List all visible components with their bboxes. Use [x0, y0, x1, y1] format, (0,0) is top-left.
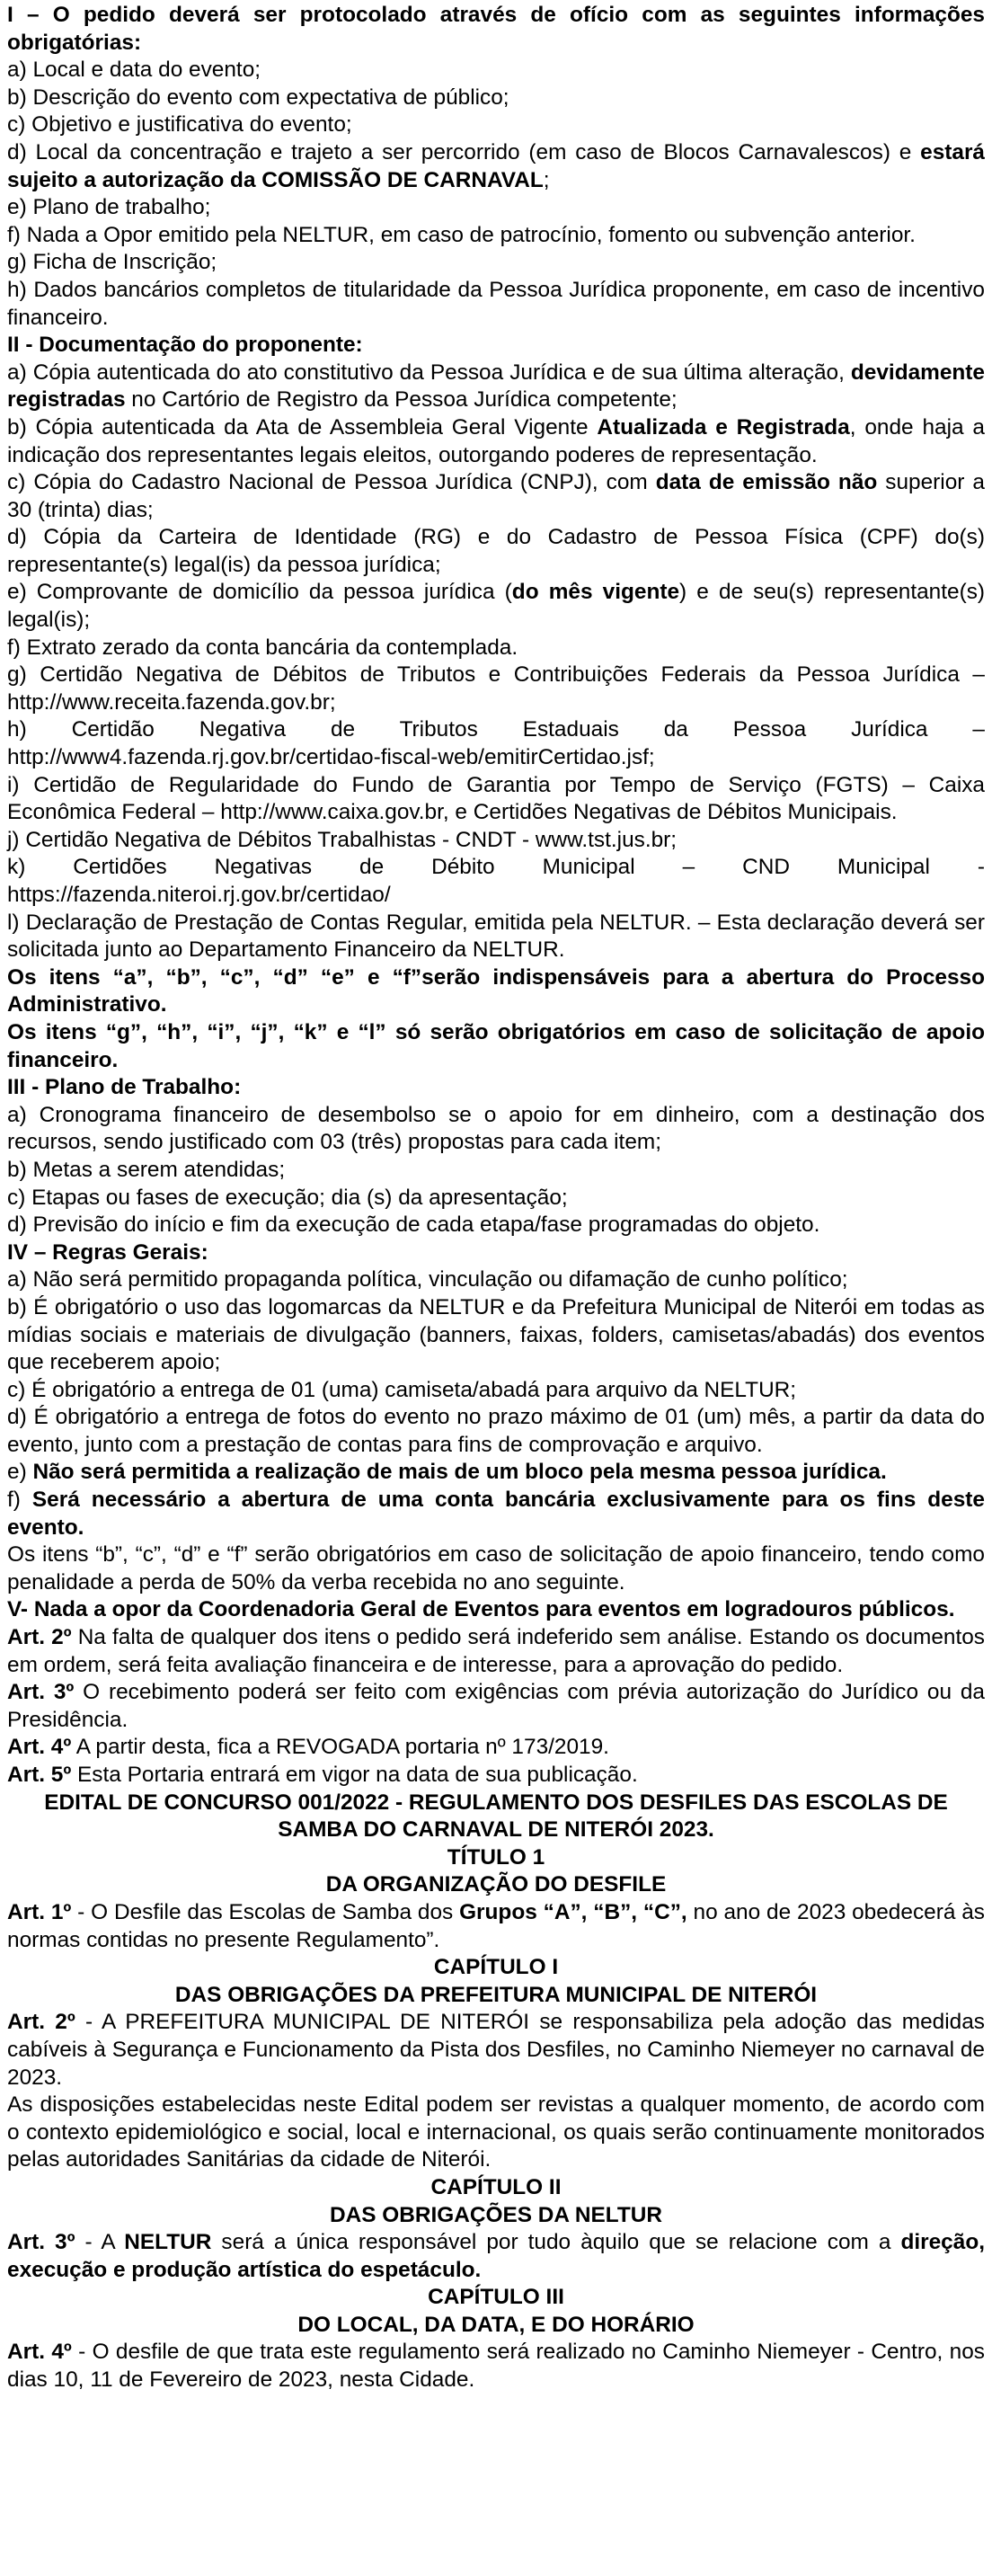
item-ii-j: j) Certidão Negativa de Débitos Trabalhistas - CNDT - www.tst.jus.br; [7, 827, 678, 852]
edital-provisions: As disposições estabelecidas neste Edital podem ser revistas a qualquer momento, de acordo com o contexto epidemiológico e social, local e internacional, os quais serão continuamente monitorados pelas autoridades Sanitárias da cidade de Niterói. [7, 2092, 985, 2172]
item-ii-f: f) Extrato zerado da conta bancária da contemplada. [7, 635, 518, 660]
item-iv-c: c) É obrigatório a entrega de 01 (uma) camiseta/abadá para arquivo da NELTUR; [7, 1377, 797, 1402]
edital-article-2: Art. 2º - A PREFEITURA MUNICIPAL DE NITERÓI se responsabiliza pela adoção das medidas cabíveis à Segurança e Funcionamento da Pista dos Desfiles, no Caminho Niemeyer no carnaval de 2023. [7, 2010, 985, 2090]
edital-article-1: Art. 1º - O Desfile das Escolas de Samba dos Grupos “A”, “B”, “C”, no ano de 2023 obedecerá às normas contidas no presente Regulamento”. [7, 1899, 985, 1952]
item-iv-a: a) Não será permitido propaganda política, vinculação ou difamação de cunho político; [7, 1267, 848, 1292]
note-iv-items: Os itens “b”, “c”, “d” e “f” serão obrigatórios em caso de solicitação de apoio financeiro, tendo como penalidade a perda de 50% da verba recebida no ano seguinte. [7, 1542, 985, 1594]
item-ii-i: i) Certidão de Regularidade do Fundo de Garantia por Tempo de Serviço (FGTS) – Caixa Econômica Federal – http://www.caixa.gov.br, e Certidões Negativas de Débitos Municipais. [7, 772, 985, 825]
item-ii-d: d) Cópia da Carteira de Identidade (RG) e do Cadastro de Pessoa Física (CPF) do(s) representante(s) legal(is) da pessoa jurídica; [7, 525, 985, 577]
section-ii-heading: II - Documentação do proponente: [7, 333, 363, 358]
item-iv-e: e) Não será permitida a realização de mais de um bloco pela mesma pessoa jurídica. [7, 1460, 887, 1485]
item-i-h: h) Dados bancários completos de titularidade da Pessoa Jurídica proponente, em caso de incentivo financeiro. [7, 277, 985, 330]
item-ii-b: b) Cópia autenticada da Ata de Assembleia Geral Vigente Atualizada e Registrada, onde haja a indicação dos representantes legais eleitos, outorgando poderes de representação. [7, 414, 985, 467]
capitulo-1-subheading: DAS OBRIGAÇÕES DA PREFEITURA MUNICIPAL DE NITERÓI [174, 1982, 818, 2007]
item-i-c: c) Objetivo e justificativa do evento; [7, 112, 352, 138]
section-iv-heading: IV – Regras Gerais: [7, 1239, 208, 1265]
item-iii-a: a) Cronograma financeiro de desembolso se o apoio for em dinheiro, com a destinação dos recursos, sendo justificado com 03 (três) propostas para cada item; [7, 1102, 985, 1155]
section-i-intro: I – O pedido deverá ser protocolado através de ofício com as seguintes informações obrigatórias: [7, 3, 985, 55]
item-iv-d: d) É obrigatório a entrega de fotos do evento no prazo máximo de 01 (um) mês, a partir da data do evento, junto com a prestação de contas para fins de comprovação e arquivo. [7, 1405, 985, 1457]
item-ii-c: c) Cópia do Cadastro Nacional de Pessoa Jurídica (CNPJ), com data de emissão não superior a 30 (trinta) dias; [7, 470, 985, 522]
capitulo-1-heading: CAPÍTULO I [433, 1955, 559, 1980]
item-ii-e: e) Comprovante de domicílio da pessoa jurídica (do mês vigente) e de seu(s) representante(s) legal(is); [7, 580, 986, 633]
capitulo-3-subheading: DO LOCAL, DA DATA, E DO HORÁRIO [297, 2312, 695, 2337]
article-4: Art. 4º A partir desta, fica a REVOGADA portaria nº 173/2019. [7, 1735, 609, 1760]
titulo-1-heading: TÍTULO 1 [447, 1844, 545, 1870]
item-i-e: e) Plano de trabalho; [7, 195, 211, 220]
capitulo-2-heading: CAPÍTULO II [430, 2174, 562, 2199]
item-iii-b: b) Metas a serem atendidas; [7, 1157, 286, 1182]
section-v-heading: V- Nada a opor da Coordenadoria Geral de Eventos para eventos em logradouros públicos. [7, 1597, 955, 1622]
section-iii-heading: III - Plano de Trabalho: [7, 1075, 242, 1100]
edital-article-4: Art. 4º - O desfile de que trata este regulamento será realizado no Caminho Niemeyer - Centro, nos dias 10, 11 de Fevereiro de 2023, nesta Cidade. [7, 2340, 985, 2393]
item-i-d: d) Local da concentração e trajeto a ser percorrido (em caso de Blocos Carnavalescos) e estará sujeito a autorização da COMISSÃO DE CARNAVAL; [7, 139, 985, 192]
note-financial-items: Os itens “g”, “h”, “i”, “j”, “k” e “l” só serão obrigatórios em caso de solicitação de apoio financeiro. [7, 1019, 985, 1072]
item-iii-c: c) Etapas ou fases de execução; dia (s) da apresentação; [7, 1185, 568, 1210]
article-3: Art. 3º O recebimento poderá ser feito com exigências com prévia autorização do Jurídico ou da Presidência. [7, 1680, 985, 1732]
item-iv-b: b) É obrigatório o uso das logomarcas da NELTUR e da Prefeitura Municipal de Niterói em todas as mídias sociais e materiais de divulgação (banners, faixas, folders, camisetas/abadás) dos eventos que receberem apoio; [7, 1294, 985, 1375]
edital-article-3: Art. 3º - A NELTUR será a única responsável por tudo àquilo que se relacione com a direção, execução e produção artística do espetáculo. [7, 2230, 985, 2282]
item-ii-h: h) Certidão Negativa de Tributos Estaduais da Pessoa Jurídica – http://www4.fazenda.rj.gov.br/certidao-fiscal-web/emitirCertidao.jsf; [7, 717, 985, 770]
titulo-1-subheading: DA ORGANIZAÇÃO DO DESFILE [325, 1872, 667, 1897]
item-ii-g: g) Certidão Negativa de Débitos de Tributos e Contribuições Federais da Pessoa Jurídica – http://www.receita.fazenda.gov.br; [7, 662, 985, 715]
note-indispensable-items: Os itens “a”, “b”, “c”, “d” “e” e “f”serão indispensáveis para a abertura do Processo Administrativo. [7, 964, 985, 1017]
capitulo-2-subheading: DAS OBRIGAÇÕES DA NELTUR [330, 2202, 662, 2227]
edital-title: EDITAL DE CONCURSO 001/2022 - REGULAMENTO DOS DESFILES DAS ESCOLAS DE SAMBA DO CARNAVAL DE NITERÓI 2023. [44, 1790, 948, 1843]
capitulo-3-heading: CAPÍTULO III [428, 2285, 564, 2310]
item-ii-a: a) Cópia autenticada do ato constitutivo da Pessoa Jurídica e de sua última alteração, devidamente registradas no Cartório de Registro da Pessoa Jurídica competente; [7, 360, 985, 413]
item-i-a: a) Local e data do evento; [7, 58, 261, 83]
article-2: Art. 2º Na falta de qualquer dos itens o pedido será indeferido sem análise. Estando os documentos em ordem, será feita avaliação financeira e de interesse, para a aprovação do pedido. [7, 1625, 985, 1677]
item-i-f: f) Nada a Opor emitido pela NELTUR, em caso de patrocínio, fomento ou subvenção anterior. [7, 222, 916, 247]
item-iii-d: d) Previsão do início e fim da execução de cada etapa/fase programadas do objeto. [7, 1212, 820, 1238]
item-ii-k: k) Certidões Negativas de Débito Municipal – CND Municipal - https://fazenda.niteroi.rj.gov.br/certidao/ [7, 855, 985, 907]
article-5: Art. 5º Esta Portaria entrará em vigor na data de sua publicação. [7, 1763, 638, 1787]
item-i-b: b) Descrição do evento com expectativa de público; [7, 84, 509, 110]
item-i-g: g) Ficha de Inscrição; [7, 250, 217, 275]
item-ii-l: l) Declaração de Prestação de Contas Regular, emitida pela NELTUR. – Esta declaração deverá ser solicitada junto ao Departamento Financeiro da NELTUR. [7, 910, 985, 963]
item-iv-f: f) Será necessário a abertura de uma conta bancária exclusivamente para os fins deste evento. [7, 1488, 985, 1540]
